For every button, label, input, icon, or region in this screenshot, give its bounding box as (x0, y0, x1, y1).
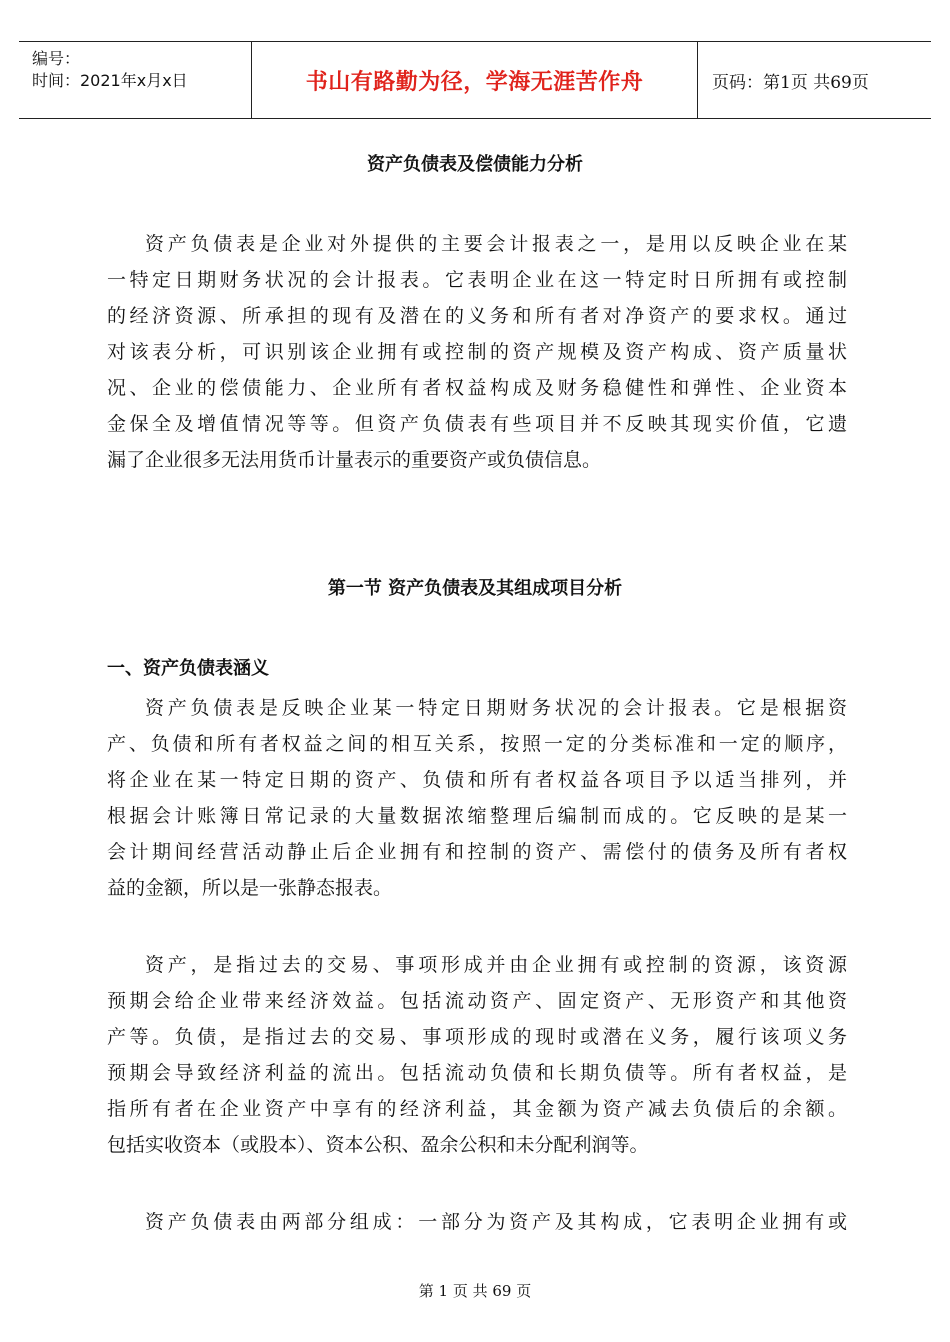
document-title: 资产负债表及偿债能力分析 (367, 154, 583, 175)
paragraph-line: 资产，是指过去的交易、事项形成并由企业拥有或控制的资源，该资源 (145, 954, 847, 976)
header-page-info: 页码：第1页 共69页 (712, 72, 869, 93)
paragraph-line: 资产负债表是企业对外提供的主要会计报表之一，是用以反映企业在某 (145, 233, 847, 255)
paragraph-line: 金保全及增值情况等等。但资产负债表有些项目并不反映其现实价值，它遗 (107, 413, 847, 435)
paragraph-line: 预期会导致经济利益的流出。包括流动负债和长期负债等。所有者权益，是 (107, 1062, 847, 1084)
paragraph-line: 产、负债和所有者权益之间的相互关系，按照一定的分类标准和一定的顺序， (107, 733, 847, 755)
paragraph-line: 一特定日期财务状况的会计报表。它表明企业在这一特定时日所拥有或控制 (107, 269, 847, 291)
page-header (19, 41, 931, 119)
paragraph-line: 根据会计账簿日常记录的大量数据浓缩整理后编制而成的。它反映的是某一 (107, 805, 847, 827)
document-number-label: 编号： (32, 49, 81, 68)
paragraph-line: 资产负债表是反映企业某一特定日期财务状况的会计报表。它是根据资 (145, 697, 847, 719)
paragraph-line: 资产负债表由两部分组成：一部分为资产及其构成，它表明企业拥有或 (145, 1211, 847, 1233)
paragraph-line: 漏了企业很多无法用货币计量表示的重要资产或负债信息。 (107, 449, 602, 471)
header-motto: 书山有路勤为径，学海无涯苦作舟 (305, 69, 644, 95)
paragraph-line: 的经济资源、所承担的现有及潜在的义务和所有者对净资产的要求权。通过 (107, 305, 847, 327)
definition-paragraph (107, 690, 847, 906)
composition-paragraph (107, 1204, 847, 1240)
subsection-title: 一、资产负债表涵义 (107, 658, 269, 679)
paragraph-line: 益的金额，所以是一张静态报表。 (107, 877, 393, 899)
paragraph-line: 产等。负债，是指过去的交易、事项形成的现时或潜在义务，履行该项义务 (107, 1026, 847, 1048)
paragraph-line: 将企业在某一特定日期的资产、负债和所有者权益各项目予以适当排列，并 (107, 769, 847, 791)
paragraph-line: 指所有者在企业资产中享有的经济利益，其金额为资产减去负债后的余额。 (107, 1098, 847, 1120)
paragraph-line: 会计期间经营活动静止后企业拥有和控制的资产、需偿付的债务及所有者权 (107, 841, 847, 863)
intro-paragraph (107, 226, 847, 478)
page-footer: 第 1 页 共 69 页 (418, 1282, 532, 1300)
paragraph-line: 况、企业的偿债能力、企业所有者权益构成及财务稳健性和弹性、企业资本 (107, 377, 847, 399)
paragraph-line: 对该表分析，可识别该企业拥有或控制的资产规模及资产构成、资产质量状 (107, 341, 847, 363)
elements-paragraph (107, 947, 847, 1163)
header-meta (19, 42, 252, 118)
document-time-label: 时间：2021年x月x日 (32, 71, 188, 90)
header-motto-cell (252, 42, 698, 118)
paragraph-line: 预期会给企业带来经济效益。包括流动资产、固定资产、无形资产和其他资 (107, 990, 847, 1012)
section-title: 第一节 资产负债表及其组成项目分析 (327, 578, 623, 599)
paragraph-line: 包括实收资本（或股本）、资本公积、盈余公积和未分配利润等。 (107, 1134, 649, 1156)
